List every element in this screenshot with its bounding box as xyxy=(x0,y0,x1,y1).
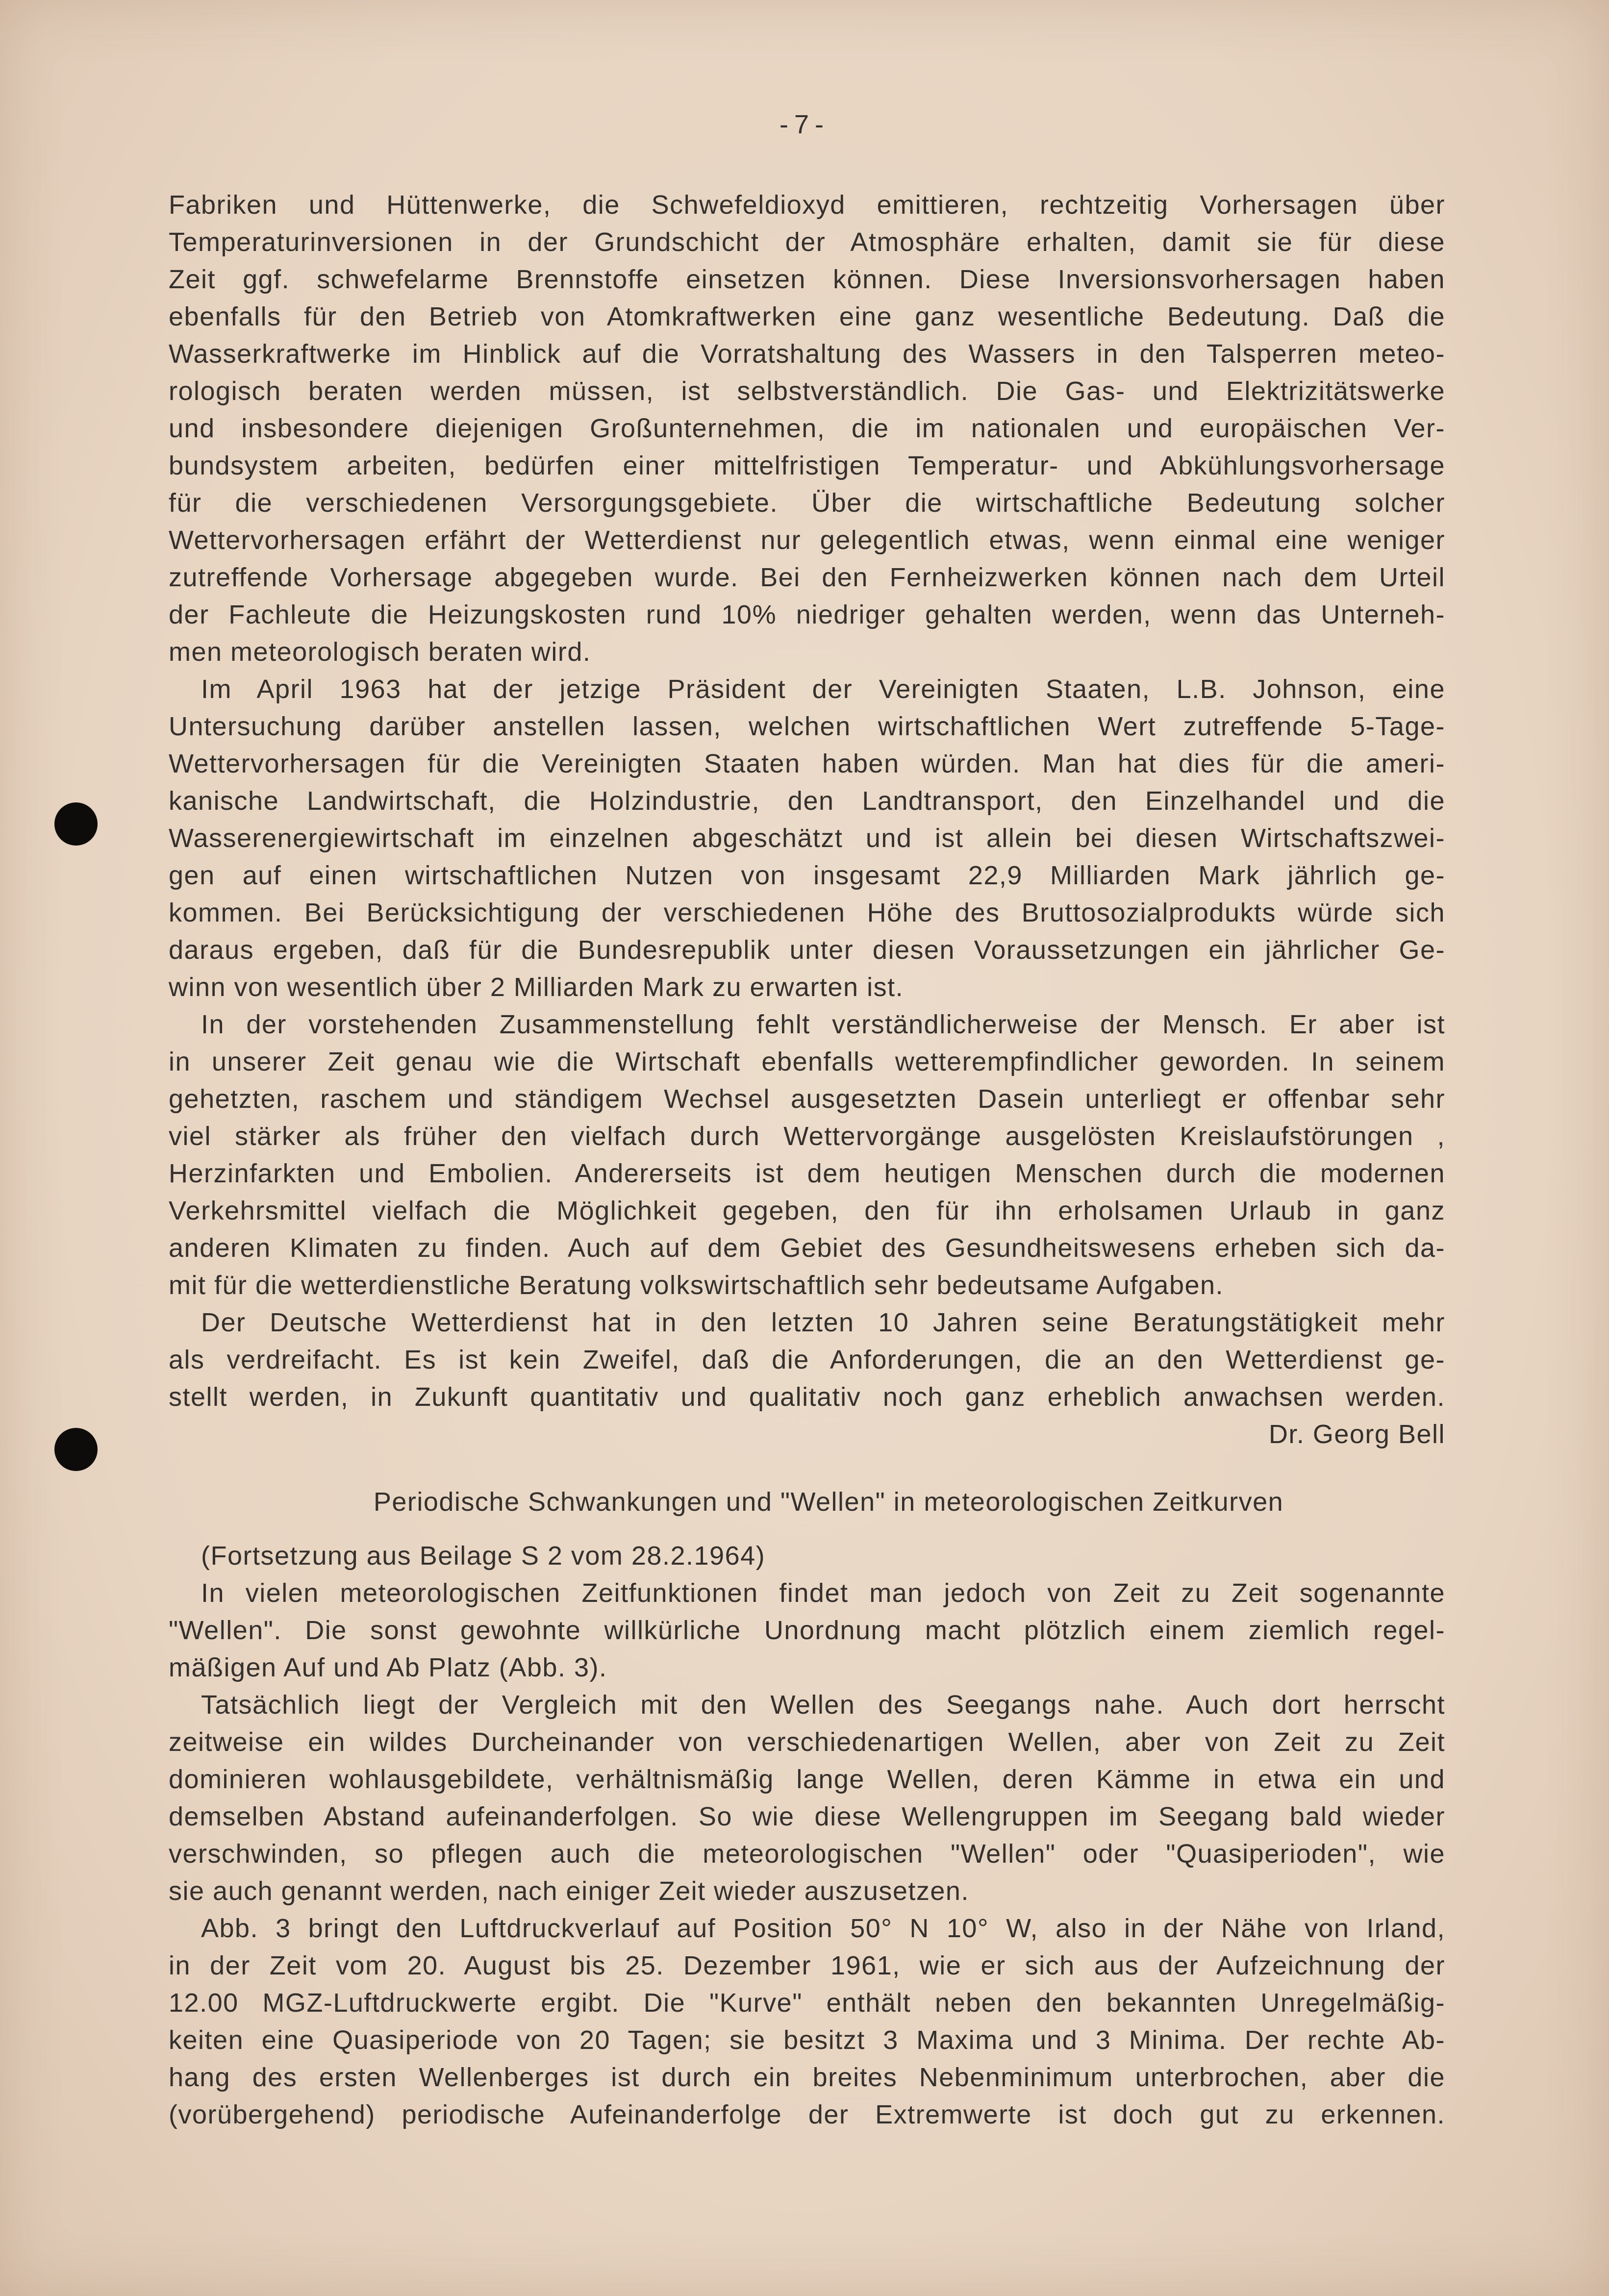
text-line: als verdreifacht. Es ist kein Zweifel, daß die Anforderungen, die an den Wetterdienst ge- xyxy=(169,1345,1445,1374)
text-line: Untersuchung darüber anstellen lassen, welchen wirtschaftlichen Wert zutreffende 5-Tage- xyxy=(169,712,1445,741)
text-line: keiten eine Quasiperiode von 20 Tagen; sie besitzt 3 Maxima und 3 Minima. Der rechte Ab- xyxy=(169,2025,1445,2055)
text-line: Fabriken und Hüttenwerke, die Schwefeldioxyd emittieren, rechtzeitig Vorhersagen über xyxy=(169,190,1445,220)
text-line: und insbesondere diejenigen Großunternehmen, die im nationalen und europäischen Ver- xyxy=(169,414,1445,443)
text-line: In der vorstehenden Zusammenstellung fehlt verständlicherweise der Mensch. Er aber ist xyxy=(201,1010,1445,1039)
text-line: dominieren wohlausgebildete, verhältnismäßig lange Wellen, deren Kämme in etwa ein und xyxy=(169,1765,1445,1794)
text-line: Der Deutsche Wetterdienst hat in den letzten 10 Jahren seine Beratungstätigkeit mehr xyxy=(201,1308,1445,1337)
text-line: Herzinfarkten und Embolien. Andererseits ist dem heutigen Menschen durch die modernen xyxy=(169,1159,1445,1188)
text-line: zutreffende Vorhersage abgegeben wurde. Bei den Fernheizwerken können nach dem Urteil xyxy=(169,563,1445,592)
text-line: demselben Abstand aufeinanderfolgen. So wie diese Wellengruppen im Seegang bald wieder xyxy=(169,1802,1445,1831)
text-line: Wettervorhersagen erfährt der Wetterdienst nur gelegentlich etwas, wenn einmal eine weniger xyxy=(169,525,1445,555)
text-line: bundsystem arbeiten, bedürfen einer mittelfristigen Temperatur- und Abkühlungsvorhersage xyxy=(169,451,1445,480)
text-line: 12.00 MGZ-Luftdruckwerte ergibt. Die "Kurve" enthält neben den bekannten Unregelmäßig- xyxy=(169,1988,1445,2018)
text-line: Tatsächlich liegt der Vergleich mit den Wellen des Seegangs nahe. Auch dort herrscht xyxy=(201,1690,1445,1720)
text-line: Zeit ggf. schwefelarme Brennstoffe einsetzen können. Diese Inversionsvorhersagen haben xyxy=(169,265,1445,294)
text-line: Temperaturinversionen in der Grundschicht der Atmosphäre erhalten, damit sie für diese xyxy=(169,227,1445,257)
text-line: mäßigen Auf und Ab Platz (Abb. 3). xyxy=(169,1653,607,1682)
document-body xyxy=(169,186,1445,2133)
text-line: ebenfalls für den Betrieb von Atomkraftwerken eine ganz wesentliche Bedeutung. Daß die xyxy=(169,302,1445,331)
text-line: kanische Landwirtschaft, die Holzindustrie, den Landtransport, den Einzelhandel und die xyxy=(169,786,1445,816)
text-line: daraus ergeben, daß für die Bundesrepublik unter diesen Voraussetzungen ein jährlicher Ge- xyxy=(169,935,1445,965)
text-line: sie auch genannt werden, nach einiger Zeit wieder auszusetzen. xyxy=(169,1876,969,1906)
article-2-heading: Periodische Schwankungen und "Wellen" in meteorologischen Zeitkurven xyxy=(373,1487,1284,1517)
text-line: rologisch beraten werden müssen, ist selbstverständlich. Die Gas- und Elektrizitätswerke xyxy=(169,376,1445,406)
text-line: zeitweise ein wildes Durcheinander von verschiedenartigen Wellen, aber von Zeit zu Zeit xyxy=(169,1727,1445,1757)
text-line: winn von wesentlich über 2 Milliarden Mark zu erwarten ist. xyxy=(169,973,904,1002)
binder-hole xyxy=(54,1428,98,1471)
author-signature: Dr. Georg Bell xyxy=(1268,1420,1445,1449)
text-line: gen auf einen wirtschaftlichen Nutzen von insgesamt 22,9 Milliarden Mark jährlich ge- xyxy=(169,861,1445,890)
text-line: Abb. 3 bringt den Luftdruckverlauf auf Position 50° N 10° W, also in der Nähe von Irland, xyxy=(201,1914,1445,1943)
page-number: -7- xyxy=(779,110,830,139)
text-line: Wettervorhersagen für die Vereinigten Staaten haben würden. Man hat dies für die ameri- xyxy=(169,749,1445,778)
paragraph xyxy=(169,186,1445,671)
text-line: gehetzten, raschem und ständigem Wechsel ausgesetzten Dasein unterliegt er offenbar sehr xyxy=(169,1084,1445,1114)
article-1 xyxy=(169,186,1445,1453)
text-line: mit für die wetterdienstliche Beratung volkswirtschaftlich sehr bedeutsame Aufgaben. xyxy=(169,1271,1224,1300)
text-line: der Fachleute die Heizungskosten rund 10% niedriger gehalten werden, wenn das Unterneh- xyxy=(169,600,1445,629)
text-line: Verkehrsmittel vielfach die Möglichkeit gegeben, den für ihn erholsamen Urlaub in ganz xyxy=(169,1196,1445,1225)
article-2 xyxy=(169,1537,1445,2133)
paragraph xyxy=(169,1910,1445,2133)
text-line: anderen Klimaten zu finden. Auch auf dem Gebiet des Gesundheitswesens erheben sich da- xyxy=(169,1233,1445,1263)
text-line: kommen. Bei Berücksichtigung der verschiedenen Höhe des Bruttosozialprodukts würde sich xyxy=(169,898,1445,927)
text-line: men meteorologisch beraten wird. xyxy=(169,637,591,667)
paragraph xyxy=(169,1006,1445,1304)
text-line: "Wellen". Die sonst gewohnte willkürliche Unordnung macht plötzlich einem ziemlich regel- xyxy=(169,1616,1445,1645)
paragraph xyxy=(169,1686,1445,1910)
text-line: hang des ersten Wellenberges ist durch ein breites Nebenminimum unterbrochen, aber die xyxy=(169,2063,1445,2092)
text-line: in unserer Zeit genau wie die Wirtschaft ebenfalls wetterempfindlicher geworden. In seinem xyxy=(169,1047,1445,1076)
text-line: (vorübergehend) periodische Aufeinanderfolge der Extremwerte ist doch gut zu erkennen. xyxy=(169,2100,1445,2129)
text-line: in der Zeit vom 20. August bis 25. Dezember 1961, wie er sich aus der Aufzeichnung der xyxy=(169,1951,1445,1980)
text-line: stellt werden, in Zukunft quantitativ und qualitativ noch ganz erheblich anwachsen werden. xyxy=(169,1382,1445,1412)
binder-hole xyxy=(54,802,98,846)
paragraph xyxy=(169,1574,1445,1686)
text-line: für die verschiedenen Versorgungsgebiete. Über die wirtschaftliche Bedeutung solcher xyxy=(169,488,1445,518)
text-line: Im April 1963 hat der jetzige Präsident der Vereinigten Staaten, L.B. Johnson, eine xyxy=(201,674,1445,704)
text-line: In vielen meteorologischen Zeitfunktionen findet man jedoch von Zeit zu Zeit sogenannte xyxy=(201,1578,1445,1608)
paragraph xyxy=(169,1304,1445,1416)
text-line: viel stärker als früher den vielfach durch Wettervorgänge ausgelösten Kreislaufstörungen , xyxy=(169,1122,1445,1151)
text-line: Wasserkraftwerke im Hinblick auf die Vorratshaltung des Wassers in den Talsperren meteo- xyxy=(169,339,1445,369)
text-line: verschwinden, so pflegen auch die meteorologischen "Wellen" oder "Quasiperioden", wie xyxy=(169,1839,1445,1869)
paragraph xyxy=(169,671,1445,1006)
text-line: Wasserenergiewirtschaft im einzelnen abgeschätzt und ist allein bei diesen Wirtschaftszwei- xyxy=(169,824,1445,853)
continuation-note: (Fortsetzung aus Beilage S 2 vom 28.2.1964) xyxy=(201,1541,766,1571)
